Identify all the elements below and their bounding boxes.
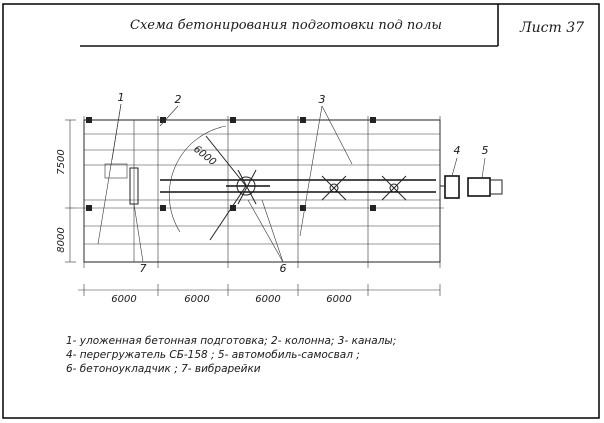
callout-5: 5 xyxy=(481,144,489,157)
callout-7: 7 xyxy=(139,262,147,275)
dim-horizontal-1: 6000 xyxy=(111,294,137,305)
transfer-unit xyxy=(445,176,459,198)
boom-swing-arc xyxy=(169,126,226,232)
column-square xyxy=(160,205,166,211)
leader-line xyxy=(482,158,485,178)
leader-line xyxy=(248,200,283,262)
sheet-number: Лист 37 xyxy=(519,20,585,36)
column-square xyxy=(86,205,92,211)
callout-4: 4 xyxy=(453,144,461,157)
leader-line xyxy=(160,106,178,126)
dump-truck-body xyxy=(468,178,490,196)
dim-horizontal-2: 6000 xyxy=(184,294,210,305)
column-square xyxy=(370,117,376,123)
sheet-title: Схема бетонирования подготовки под полы xyxy=(130,18,442,33)
dim-horizontal-3: 6000 xyxy=(255,294,281,305)
leader-line xyxy=(452,158,457,176)
dim-radius: 6000 xyxy=(191,143,218,169)
column-square xyxy=(230,117,236,123)
laid-concrete-marker xyxy=(105,164,127,178)
leader-line xyxy=(322,106,352,164)
slab-outline xyxy=(84,120,440,262)
callout-2: 2 xyxy=(174,93,182,106)
legend-line-3: 6- бетоноукладчик ; 7- вибрарейки xyxy=(66,363,261,375)
leader-line xyxy=(134,204,143,262)
column-square xyxy=(370,205,376,211)
dim-vertical-2: 8000 xyxy=(56,227,67,253)
column-square xyxy=(300,117,306,123)
callout-3: 3 xyxy=(318,93,326,106)
dim-vertical-1: 7500 xyxy=(56,149,67,175)
dump-truck-cab xyxy=(490,180,502,194)
callout-6: 6 xyxy=(279,262,287,275)
legend-line-2: 4- перегружатель СБ-158 ; 5- автомобиль-самосвал ; xyxy=(66,349,360,361)
leader-line xyxy=(98,104,121,244)
legend-line-1: 1- уложенная бетонная подготовка; 2- колонна; 3- каналы; xyxy=(66,335,397,347)
leader-line xyxy=(262,200,283,262)
leader-line xyxy=(300,106,322,236)
callout-1: 1 xyxy=(117,91,125,104)
column-square xyxy=(86,117,92,123)
dim-horizontal-4: 6000 xyxy=(326,294,352,305)
